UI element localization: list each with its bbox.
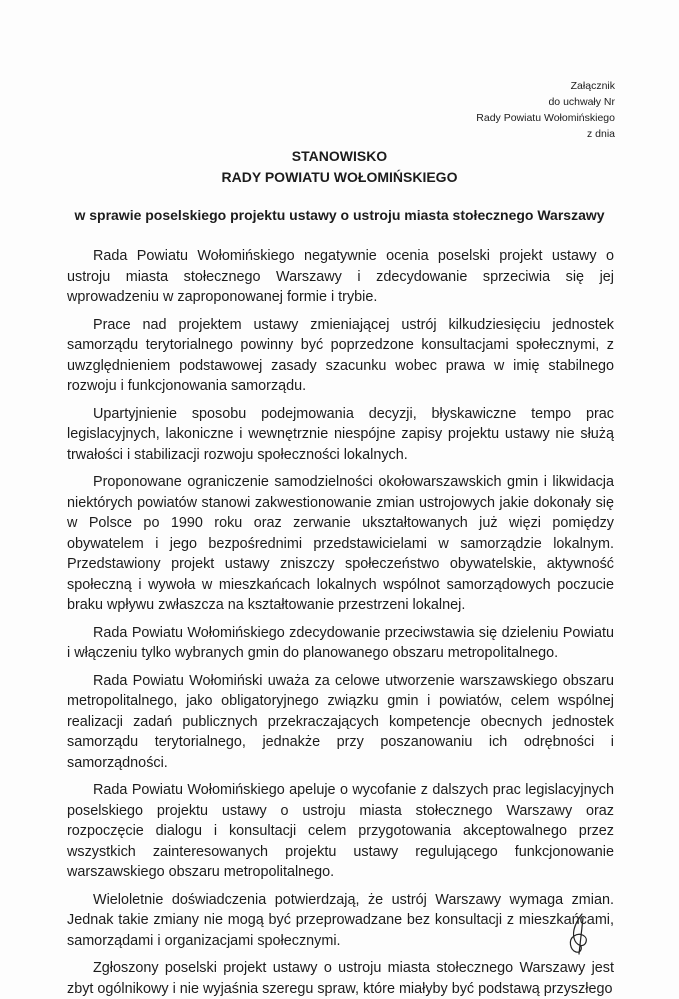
paragraph: Rada Powiatu Wołomińskiego apeluje o wycofanie z dalszych prac legislacyjnych poselskiego projektu ustawy o ustroju miasta stołecznego Warszawy oraz rozpoczęcie dialogu i konsultacji celem przygotowania akceptowalnego przez wszystkich zainteresowanych projektu ustawy regulującego funkcjonowanie warszawskiego obszaru metropolitalnego. [67, 782, 614, 880]
paragraph: Zgłoszony poselski projekt ustawy o ustroju miasta stołecznego Warszawy jest zbyt ogólnikowy i nie wyjaśnia szeregu spraw, które miałyby być podstawą przyszłego [67, 960, 614, 997]
document-body [67, 246, 614, 999]
attachment-line-3: Rady Powiatu Wołomińskiego [476, 112, 615, 124]
document-subject: w sprawie poselskiego projektu ustawy o ustroju miasta stołecznego Warszawy [74, 207, 605, 223]
handwritten-signature [562, 912, 596, 956]
attachment-line-1: Załącznik [570, 80, 615, 92]
attachment-note [476, 78, 615, 142]
paragraph: Rada Powiatu Wołomińskiego zdecydowanie przeciwstawia się dzieleniu Powiatu i włączeniu tylko wybranych gmin do planowanego obszaru metropolitalnego. [67, 624, 614, 661]
title-line-2: RADY POWIATU WOŁOMIŃSKIEGO [221, 169, 458, 185]
paragraph: Prace nad projektem ustawy zmieniającej ustrój kilkudziesięciu jednostek samorządu terytorialnego powinny być poprzedzone konsultacjami społecznymi, z uwzględnieniem podstawowej zasady szacunku wobec prawa w imię stabilnego rozwoju i funkcjonowania samorządu. [67, 316, 614, 394]
paragraph: Rada Powiatu Wołomiński uważa za celowe utworzenie warszawskiego obszaru metropolitalnego, jako obligatoryjnego związku gmin i powiatów, celem wspólnej realizacji zadań publicznych przekraczających kompetencje obecnych jednostek samorządu terytorialnego, jednakże przy poszanowaniu ich odrębności i samorządności. [67, 672, 614, 771]
paragraph: Upartyjnienie sposobu podejmowania decyzji, błyskawiczne tempo prac legislacyjnych, lakoniczne i wewnętrznie niespójne zapisy projektu ustawy nie służą trwałości i stabilizacji rozwoju społeczności lokalnych. [67, 405, 614, 463]
document-title [0, 146, 679, 188]
paragraph: Wieloletnie doświadczenia potwierdzają, że ustrój Warszawy wymaga zmian. Jednak takie zmiany nie mogą być przeprowadzane bez konsultacji z mieszkańcami, samorządami i organizacjami społecznymi. [67, 891, 614, 949]
attachment-line-2: do uchwały Nr [548, 96, 615, 108]
paragraph: Proponowane ograniczenie samodzielności okołowarszawskich gmin i likwidacja niektórych powiatów stanowi zakwestionowanie zmian ustrojowych jakie dokonały się w Polsce po 1990 roku oraz zerwanie ukształtowanych już więzi pomiędzy obywatelem i jego bezpośrednimi przedstawicielami w samorządzie lokalnym. Przedstawiony projekt ustawy zniszczy społeczeństwo obywatelskie, aktywność społeczną i wywoła w mieszkańcach lokalnych wspólnot samorządowych poczucie braku wpływu zwłaszcza na kształtowanie przestrzeni lokalnej. [67, 474, 614, 613]
title-line-1: STANOWISKO [291, 148, 388, 164]
attachment-line-4: z dnia [586, 128, 615, 140]
paragraph: Rada Powiatu Wołomińskiego negatywnie ocenia poselski projekt ustawy o ustroju miasta stołecznego Warszawy i zdecydowanie sprzeciwia się jej wprowadzeniu w zaproponowanej formie i trybie. [67, 248, 614, 305]
